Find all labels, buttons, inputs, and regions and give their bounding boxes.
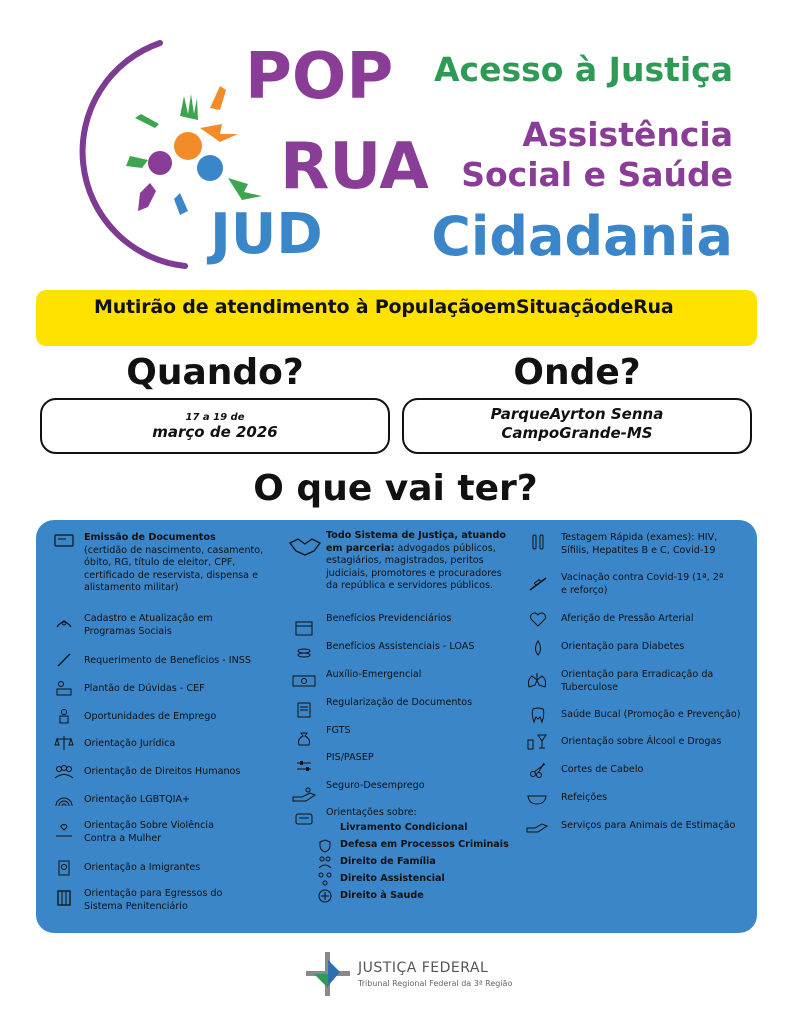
pen-icon <box>54 652 74 668</box>
list-item: Orientação para Diabetes <box>561 641 685 652</box>
shield-icon <box>318 838 332 852</box>
onde-title: Onde? <box>513 352 641 393</box>
sub-item-saude: Direito à Saude <box>340 890 424 901</box>
document-card-icon <box>54 532 74 548</box>
test-tubes-icon <box>528 534 548 550</box>
hand-heart-icon <box>54 822 74 838</box>
list-item: Orientação Sobre Violência Contra a Mulher <box>84 820 214 844</box>
worker-icon <box>54 708 74 724</box>
justica-federal-logo <box>306 952 526 996</box>
footer-title: JUSTIÇA FEDERAL <box>358 960 489 976</box>
list-item: Orientação Jurídica <box>84 738 176 749</box>
list-item: FGTS <box>326 725 351 736</box>
justica-federal-emblem-icon <box>306 952 350 996</box>
list-item: Refeições <box>561 792 608 803</box>
syringe-icon <box>528 576 548 592</box>
hand-coin-icon <box>292 787 316 803</box>
heading-cidadania: Cidadania <box>431 205 733 268</box>
list-item: Orientação para Erradicação da Tuberculose <box>561 669 714 693</box>
people-network-icon <box>318 871 332 885</box>
list-item: Orientação a Imigrantes <box>84 862 201 873</box>
heading-assistencia-line1: Assistência <box>522 115 733 154</box>
hands-heart-icon <box>54 615 74 631</box>
date-big: março de 2026 <box>152 423 278 441</box>
prison-icon <box>54 890 74 906</box>
location-line2: CampoGrande-MS <box>501 424 653 442</box>
heart-pulse-icon <box>528 612 548 628</box>
list-item: Benefícios Previdenciários <box>326 613 452 624</box>
footer-subtitle: Tribunal Regional Federal da 3ª Região <box>358 979 513 988</box>
heading-acesso-justica: Acesso à Justiça <box>433 50 733 89</box>
list-item: Orientação para Egressos do Sistema Penitenciário <box>84 888 223 912</box>
list-item: Requerimento de Benefícios - INSS <box>84 655 251 666</box>
list-item: PIS/PASEP <box>326 752 374 763</box>
services-panel <box>36 520 757 933</box>
list-item: Saúde Bucal (Promoção e Prevenção) <box>561 709 741 720</box>
date-box <box>40 398 390 454</box>
list-item: Auxílio-Emergencial <box>326 669 422 680</box>
poprua-jud-logo <box>60 28 429 278</box>
list-item: Regularização de Documentos <box>326 697 473 708</box>
location-line1: ParqueAyrton Senna <box>490 405 664 423</box>
location-box <box>402 398 752 454</box>
services-title: O que vai ter? <box>253 468 538 509</box>
lungs-icon <box>526 672 548 688</box>
list-item: Plantão de Dúvidas - CEF <box>84 683 205 694</box>
chat-icon <box>294 812 314 828</box>
group-icon <box>54 763 74 779</box>
list-item: Orientações sobre: <box>326 807 417 818</box>
bowl-icon <box>526 790 548 806</box>
sub-item-assistencial: Direito Assistencial <box>340 873 445 884</box>
list-item: Cortes de Cabelo <box>561 764 644 775</box>
logo-rua: RUA <box>280 130 429 204</box>
list-item: Cadastro e Atualização em Programas Sociais <box>84 613 213 637</box>
event-banner <box>36 290 757 346</box>
list-item: Emissão de Documentos (certidão de nascimento, casamento, óbito, RG, título de eleitor, CPF, certificado de reservista, dispensa e alistamento militar) <box>84 532 264 593</box>
rainbow-icon <box>54 791 74 807</box>
tooth-icon <box>528 707 548 723</box>
logo-pop: POP <box>245 40 394 114</box>
glass-icon <box>526 734 548 750</box>
list-item: Benefícios Assistenciais - LOAS <box>326 641 475 652</box>
banner-text: Mutirão de atendimento à PopulaçãoemSituaçãodeRua <box>94 296 674 318</box>
list-item: Todo Sistema de Justiça, atuando em parceria: advogados públicos, estagiários, magistrados, peritos judiciais, promotores e procuradores da república e servidores públicos. <box>326 530 506 591</box>
pet-hand-icon <box>526 818 548 834</box>
sub-item-livramento: Livramento Condicional <box>340 822 468 833</box>
money-bag-icon <box>294 730 314 746</box>
list-item: Orientação sobre Álcool e Drogas <box>561 736 722 747</box>
handshake-icon <box>288 535 322 559</box>
health-icon <box>318 888 332 902</box>
people-desk-icon <box>54 680 74 696</box>
banknote-icon <box>292 673 316 689</box>
quando-title: Quando? <box>126 352 304 393</box>
heading-assistencia-line2: Social e Saúde <box>461 155 733 194</box>
list-item: Vacinação contra Covid-19 (1ª, 2ª e reforço) <box>561 572 724 596</box>
list-item: Serviços para Animais de Estimação <box>561 820 736 831</box>
list-item: Seguro-Desemprego <box>326 780 425 791</box>
list-item: Testagem Rápida (exames): HIV, Sífilis, Hepatites B e C, Covid-19 <box>561 532 718 556</box>
heading-assistencia <box>461 115 733 195</box>
money-stack-icon <box>294 646 314 662</box>
drop-icon <box>528 640 548 656</box>
family-icon <box>318 854 332 868</box>
sliders-icon <box>294 758 314 774</box>
list-item: Orientação de Direitos Humanos <box>84 766 241 777</box>
list-item: Oportunidades de Emprego <box>84 711 217 722</box>
sub-item-defesa: Defesa em Processos Criminais <box>340 839 509 850</box>
calendar-icon <box>294 620 314 636</box>
logo-jud: JUD <box>210 202 323 267</box>
sub-item-familia: Direito de Família <box>340 856 436 867</box>
scissors-icon <box>528 762 548 778</box>
list-item: Aferição de Pressão Arterial <box>561 613 694 624</box>
list-item: Orientação LGBTQIA+ <box>84 794 191 805</box>
document-icon <box>294 702 314 718</box>
passport-icon <box>54 860 74 876</box>
scales-icon <box>54 735 74 751</box>
date-small: 17 a 19 de <box>185 412 245 423</box>
